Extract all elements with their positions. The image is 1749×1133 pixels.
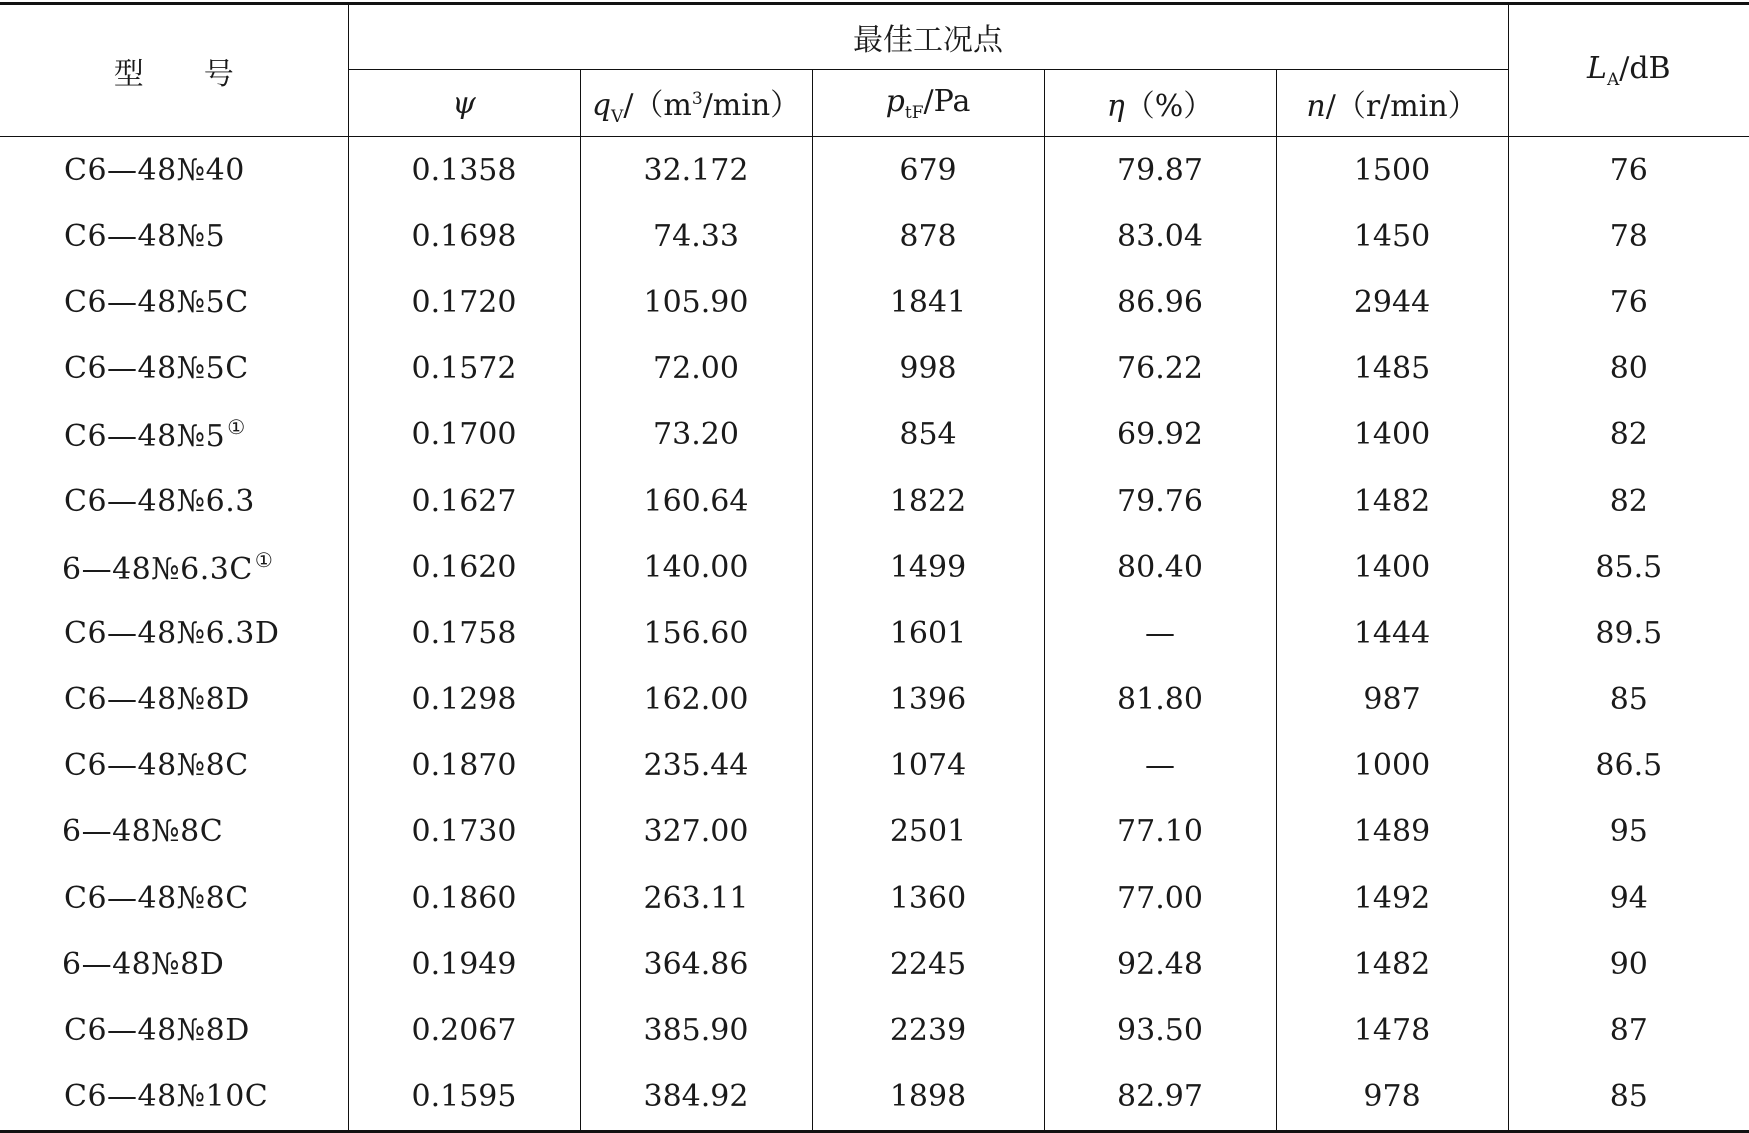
speed-cell: 1400	[1276, 534, 1508, 600]
efficiency-cell: 92.48	[1044, 931, 1276, 997]
table-row	[0, 600, 1749, 666]
table-row	[0, 997, 1749, 1063]
noise-cell: 90	[1609, 946, 1648, 982]
psi-symbol: ψ	[452, 85, 476, 121]
flow-cell: 105.90	[580, 269, 812, 335]
flow-cell: 140.00	[580, 534, 812, 600]
header-row-group	[0, 4, 1749, 70]
model-name: C6—48№8C	[64, 880, 249, 916]
efficiency-cell: 86.96	[1044, 269, 1276, 335]
psi-cell: 0.1949	[348, 931, 580, 997]
psi-column-header	[348, 70, 580, 137]
noise-cell: 78	[1609, 218, 1648, 254]
model-cell	[0, 600, 348, 666]
psi-cell: 0.1870	[348, 733, 580, 799]
model-header-char-1: 型	[113, 56, 144, 92]
noise-cell: 80	[1609, 351, 1648, 387]
table-row	[0, 931, 1749, 997]
pressure-cell: 2245	[812, 931, 1044, 997]
pressure-cell: 1601	[812, 600, 1044, 666]
table-row	[0, 468, 1749, 534]
noise-cell: 82	[1609, 417, 1648, 453]
noise-cell: 89.5	[1595, 615, 1663, 651]
table-row	[0, 137, 1749, 204]
flow-cell: 74.33	[580, 203, 812, 269]
pressure-cell: 679	[812, 137, 1044, 204]
model-name: 6—48№8C	[62, 814, 224, 850]
model-cell	[0, 997, 348, 1063]
psi-cell: 0.1358	[348, 137, 580, 204]
model-cell	[0, 667, 348, 733]
psi-cell: 0.1730	[348, 799, 580, 865]
noise-cell: 95	[1609, 814, 1648, 850]
psi-cell: 0.1572	[348, 336, 580, 402]
table-row	[0, 534, 1749, 600]
efficiency-cell: 82.97	[1044, 1064, 1276, 1132]
flow-cell: 385.90	[580, 997, 812, 1063]
noise-cell: 85	[1508, 1064, 1749, 1132]
psi-cell: 0.1620	[348, 534, 580, 600]
noise-cell: 85.5	[1595, 549, 1663, 585]
model-cell	[0, 269, 348, 335]
fan-performance-table	[0, 2, 1749, 1133]
efficiency-cell: 77.10	[1044, 799, 1276, 865]
la-subscript: A	[1606, 70, 1620, 90]
model-name: 6—48№8D	[62, 946, 225, 982]
model-name: C6—48№8C	[64, 748, 249, 784]
pressure-cell: 1360	[812, 865, 1044, 931]
model-name: C6—48№6.3	[64, 483, 255, 519]
table-row	[0, 1064, 1749, 1132]
eta-unit: （%）	[1124, 89, 1214, 124]
model-cell	[0, 931, 348, 997]
pressure-cell: 1898	[812, 1064, 1044, 1132]
flow-cell: 384.92	[580, 1064, 812, 1132]
noise-cell: 85	[1609, 682, 1648, 718]
model-name: C6—48№6.3D	[64, 615, 280, 651]
n-symbol: n	[1306, 89, 1326, 124]
pressure-cell: 1822	[812, 468, 1044, 534]
efficiency-cell: 77.00	[1044, 865, 1276, 931]
table-header	[0, 4, 1749, 137]
noise-cell: 76	[1609, 152, 1648, 188]
pressure-cell: 878	[812, 203, 1044, 269]
flow-cell: 327.00	[580, 799, 812, 865]
flow-cell: 162.00	[580, 667, 812, 733]
model-name: C6—48№5C	[64, 351, 249, 387]
q-unit-sup: 3	[691, 88, 703, 109]
speed-cell: 987	[1276, 667, 1508, 733]
psi-cell: 0.2067	[348, 997, 580, 1063]
speed-cell: 1500	[1276, 137, 1508, 204]
flow-cell: 263.11	[580, 865, 812, 931]
pressure-cell: 998	[812, 336, 1044, 402]
noise-cell: 86.5	[1595, 748, 1663, 784]
speed-cell: 2944	[1276, 269, 1508, 335]
pressure-cell: 1499	[812, 534, 1044, 600]
efficiency-cell: 79.87	[1044, 137, 1276, 204]
model-cell	[0, 203, 348, 269]
flow-cell: 160.64	[580, 468, 812, 534]
efficiency-cell: 76.22	[1044, 336, 1276, 402]
table-body	[0, 137, 1749, 1132]
model-name: C6—48№5	[64, 218, 226, 254]
speed-cell: 1482	[1276, 931, 1508, 997]
pressure-column-header	[812, 70, 1044, 137]
speed-cell: 1000	[1276, 733, 1508, 799]
flow-cell: 72.00	[580, 336, 812, 402]
p-subscript: tF	[904, 102, 924, 123]
eta-symbol: η	[1106, 89, 1125, 124]
table-row	[0, 203, 1749, 269]
speed-cell: 1492	[1276, 865, 1508, 931]
pressure-cell: 1074	[812, 733, 1044, 799]
model-cell	[0, 137, 348, 204]
model-name: C6—48№8D	[64, 1013, 250, 1049]
model-column-header	[0, 4, 348, 137]
efficiency-cell: 93.50	[1044, 997, 1276, 1063]
noise-column-header	[1508, 4, 1749, 137]
model-name: C6—48№5C	[64, 284, 249, 320]
flow-cell: 32.172	[580, 137, 812, 204]
speed-cell: 1478	[1276, 997, 1508, 1063]
table-row	[0, 865, 1749, 931]
speed-cell: 1444	[1276, 600, 1508, 666]
model-cell	[0, 402, 348, 468]
q-symbol: q	[591, 87, 612, 123]
pressure-cell: 2501	[812, 799, 1044, 865]
q-unit-post: /min）	[702, 87, 801, 123]
model-name: 6—48№6.3C	[62, 551, 253, 587]
psi-cell: 0.1698	[348, 203, 580, 269]
psi-cell: 0.1595	[348, 1064, 580, 1132]
n-unit: /（r/min）	[1325, 89, 1478, 124]
model-name: C6—48№10C	[64, 1079, 269, 1115]
model-header-char-2: 号	[203, 56, 234, 92]
efficiency-cell: —	[1044, 733, 1276, 799]
footnote-marker: ①	[254, 547, 274, 572]
speed-cell: 1400	[1276, 402, 1508, 468]
model-cell	[0, 1064, 348, 1132]
speed-cell: 1485	[1276, 336, 1508, 402]
table-row	[0, 667, 1749, 733]
speed-cell: 1450	[1276, 203, 1508, 269]
q-subscript: V	[611, 106, 624, 127]
model-name: C6—48№5	[64, 419, 226, 455]
flow-cell: 235.44	[580, 733, 812, 799]
efficiency-cell: 69.92	[1044, 402, 1276, 468]
pressure-cell: 1841	[812, 269, 1044, 335]
pressure-cell: 2239	[812, 997, 1044, 1063]
psi-cell: 0.1860	[348, 865, 580, 931]
table-row	[0, 733, 1749, 799]
la-symbol: L	[1587, 51, 1607, 86]
efficiency-cell: 83.04	[1044, 203, 1276, 269]
efficiency-cell: 80.40	[1044, 534, 1276, 600]
flow-cell: 73.20	[580, 402, 812, 468]
speed-column-header	[1276, 70, 1508, 137]
psi-cell: 0.1298	[348, 667, 580, 733]
psi-cell: 0.1627	[348, 468, 580, 534]
speed-cell: 1489	[1276, 799, 1508, 865]
efficiency-column-header	[1044, 70, 1276, 137]
efficiency-cell: 81.80	[1044, 667, 1276, 733]
model-cell	[0, 468, 348, 534]
flow-cell: 156.60	[580, 600, 812, 666]
table-row	[0, 799, 1749, 865]
model-cell	[0, 865, 348, 931]
model-name: C6—48№40	[64, 152, 245, 188]
flow-cell: 364.86	[580, 931, 812, 997]
efficiency-cell: 79.76	[1044, 468, 1276, 534]
best-operating-point-header: 最佳工况点	[348, 4, 1508, 70]
la-unit: /dB	[1619, 51, 1671, 86]
footnote-marker: ①	[227, 415, 246, 440]
noise-cell: 82	[1609, 483, 1648, 519]
flow-column-header	[580, 70, 812, 137]
noise-cell: 76	[1609, 284, 1648, 320]
psi-cell: 0.1700	[348, 402, 580, 468]
table-row	[0, 402, 1749, 468]
model-cell	[0, 534, 348, 600]
model-name: C6—48№8D	[64, 682, 250, 718]
table-row	[0, 336, 1749, 402]
speed-cell: 1482	[1276, 468, 1508, 534]
psi-cell: 0.1758	[348, 600, 580, 666]
table-row	[0, 269, 1749, 335]
psi-cell: 0.1720	[348, 269, 580, 335]
pressure-cell: 854	[812, 402, 1044, 468]
model-cell	[0, 733, 348, 799]
p-symbol: p	[885, 83, 905, 119]
model-cell	[0, 799, 348, 865]
q-unit-pre: /（m	[623, 87, 692, 123]
efficiency-cell: —	[1044, 600, 1276, 666]
p-unit: /Pa	[923, 83, 971, 119]
model-cell	[0, 336, 348, 402]
noise-cell: 87	[1609, 1013, 1648, 1049]
noise-cell: 94	[1609, 880, 1648, 916]
pressure-cell: 1396	[812, 667, 1044, 733]
speed-cell: 978	[1276, 1064, 1508, 1132]
